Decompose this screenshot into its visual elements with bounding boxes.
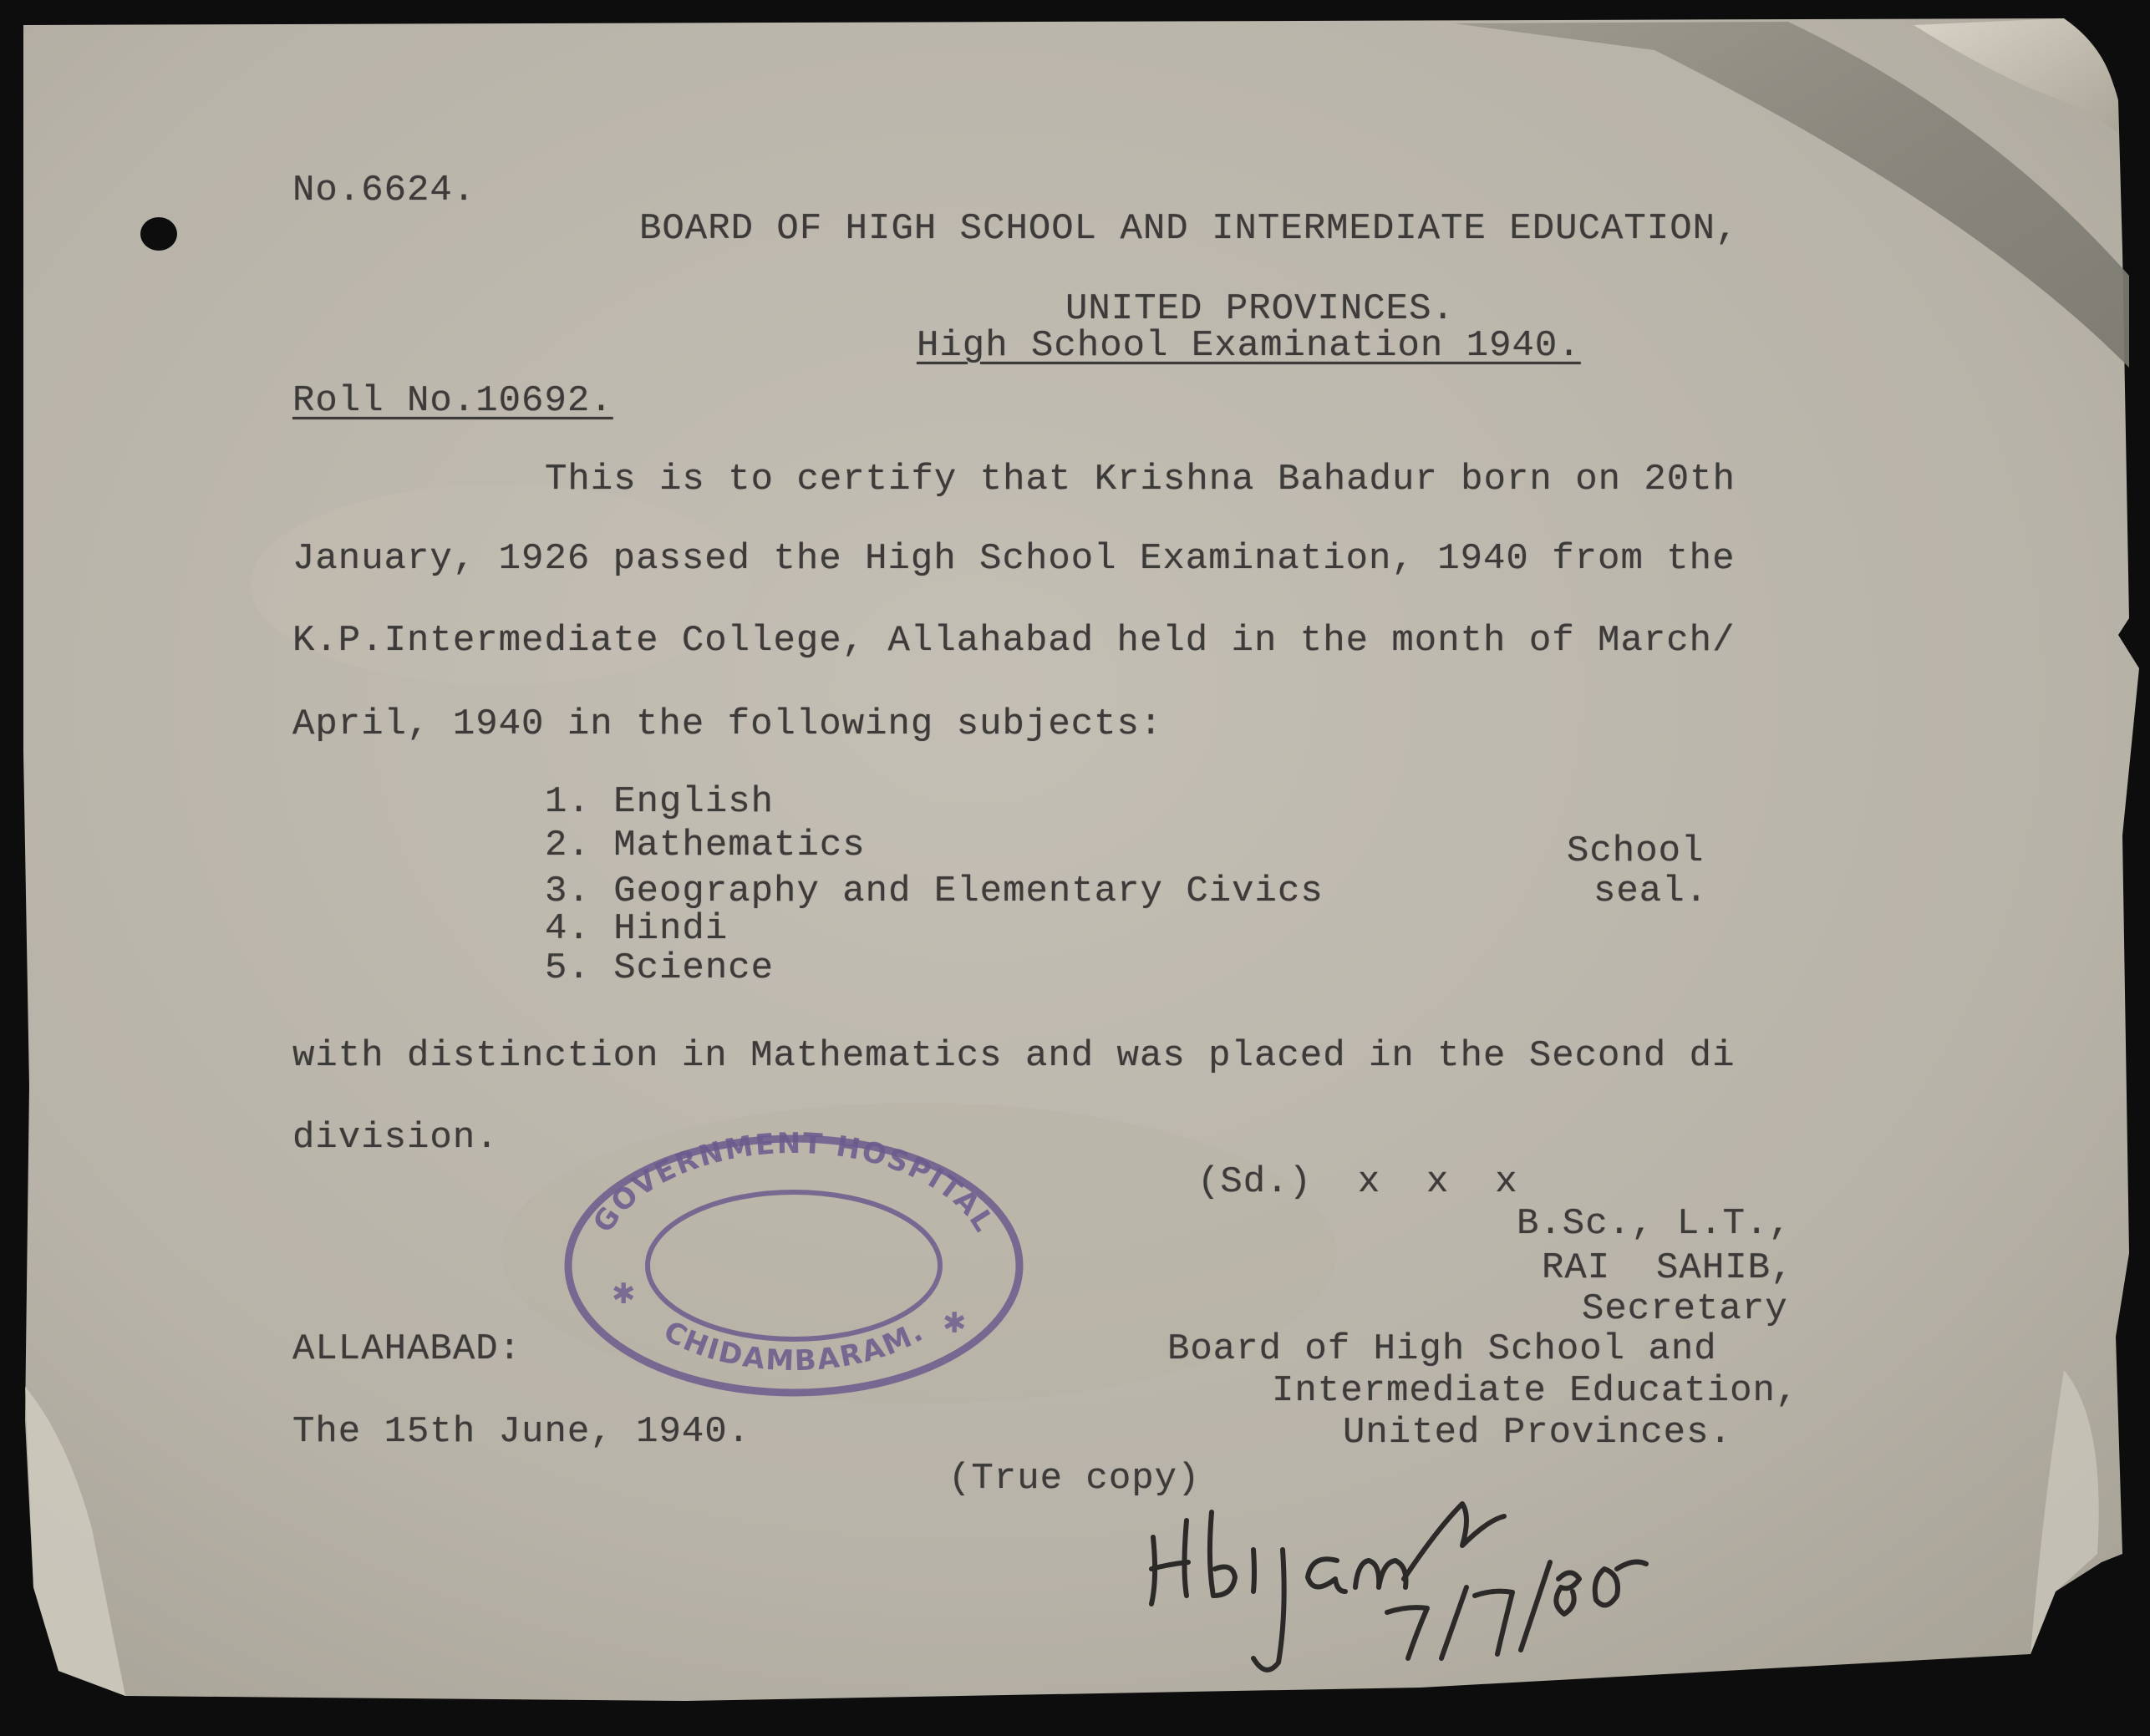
punch-hole [140, 217, 177, 251]
reference-number: No.6624. [292, 170, 476, 211]
signatory-title: RAI SAHIB, [1542, 1247, 1794, 1289]
school-seal-label: seal. [1593, 871, 1709, 912]
body-line-4: April, 1940 in the following subjects: [292, 703, 1163, 745]
true-copy-note: (True copy) [948, 1458, 1201, 1500]
handwritten-signature [1136, 1470, 1721, 1688]
board-title: BOARD OF HIGH SCHOOL AND INTERMEDIATE EDUCATION, [639, 208, 1739, 250]
signatory-org: Intermediate Education, [1272, 1370, 1799, 1412]
date: The 15th June, 1940. [292, 1411, 751, 1453]
stamp-top-text: GOVERNMENT HOSPITAL [587, 1126, 1002, 1239]
body-line-2: January, 1926 passed the High School Examination, 1940 from the [292, 538, 1736, 580]
body-line-3: K.P.Intermediate College, Allahabad held in the month of March/ [292, 620, 1736, 662]
stamp-star-icon: ✱ [612, 1277, 638, 1311]
subject-item: 5. Science [545, 947, 775, 989]
signatory-degrees: B.Sc., L.T., [1517, 1203, 1792, 1245]
stamp-bottom-text: CHIDAMBARAM. [658, 1314, 930, 1378]
place: ALLAHABAD: [292, 1328, 522, 1370]
hospital-stamp [543, 1124, 1045, 1399]
subject-item: 3. Geography and Elementary Civics [545, 871, 1324, 912]
subject-item: 4. Hindi [545, 908, 729, 950]
closing-line-1: with distinction in Mathematics and was placed in the Second di [292, 1035, 1736, 1077]
school-seal-label: School [1567, 830, 1705, 872]
stamp-star-icon: ✱ [943, 1307, 968, 1340]
subject-item: 1. English [545, 781, 775, 823]
signatory-post: Secretary [1582, 1288, 1788, 1330]
signatory-org: Board of High School and [1167, 1328, 1717, 1370]
signed-line: (Sd.) x x x [1197, 1161, 1518, 1203]
province-title: UNITED PROVINCES. [1065, 288, 1455, 330]
exam-title: High School Examination 1940. [917, 325, 1581, 367]
body-line-1: This is to certify that Krishna Bahadur born on 20th [545, 459, 1736, 500]
signatory-org: United Provinces. [1343, 1412, 1732, 1454]
closing-line-2: division. [292, 1117, 499, 1159]
subject-item: 2. Mathematics [545, 825, 866, 866]
roll-number: Roll No.10692. [292, 380, 613, 422]
